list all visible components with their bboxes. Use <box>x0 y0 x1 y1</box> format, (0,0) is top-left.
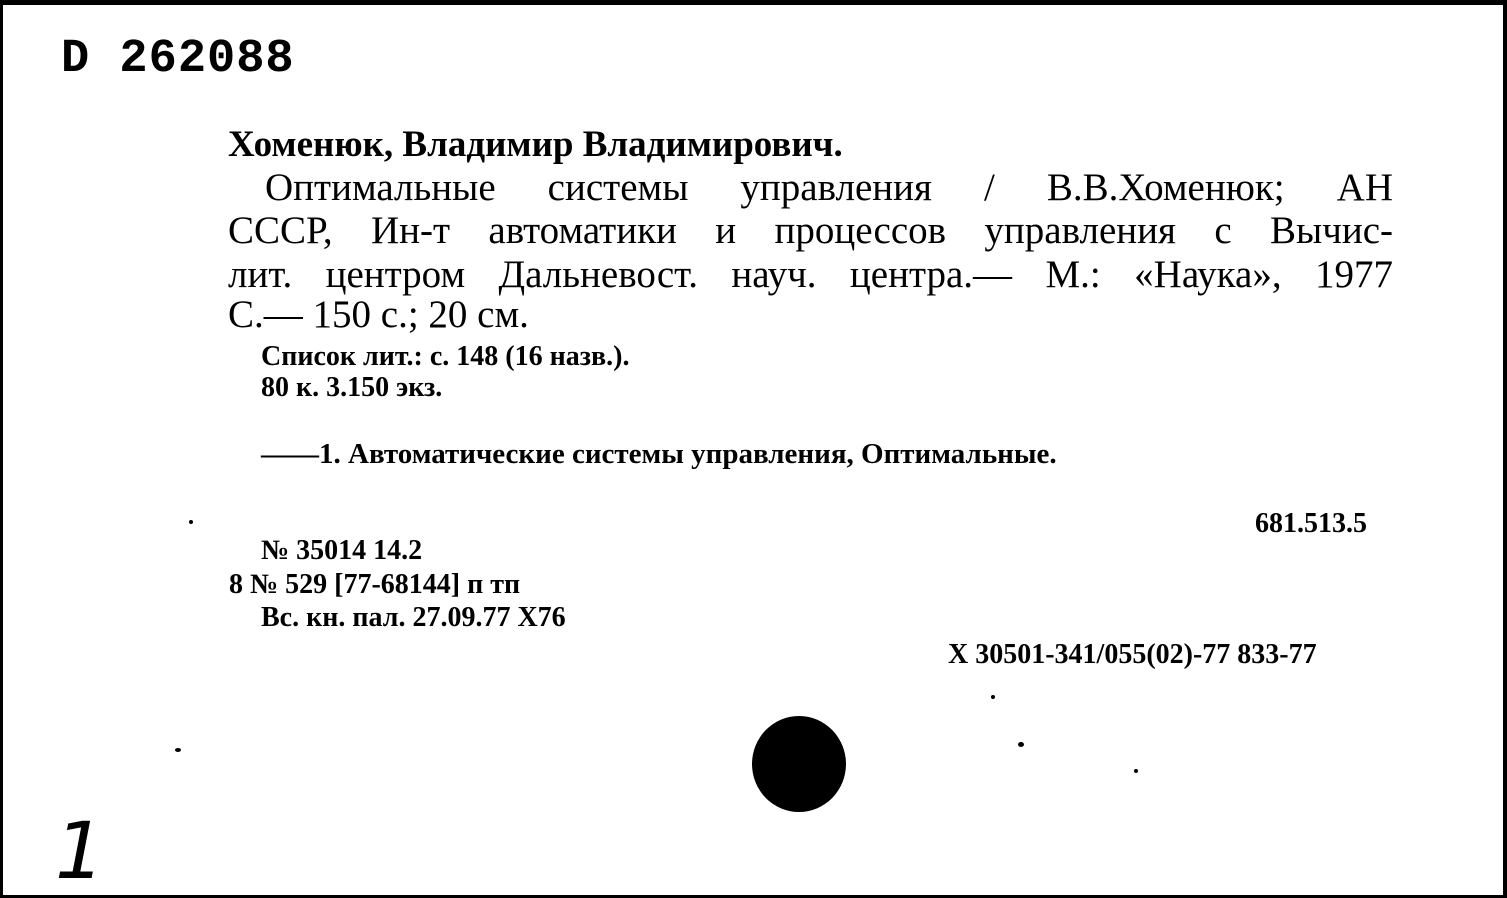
bibliography-note: Список лит.: с. 148 (16 назв.). <box>261 341 630 372</box>
dust-speck <box>175 748 181 752</box>
registry-line-2: 8 № 529 [77-68144] п тп <box>229 569 521 600</box>
handwritten-number: 1 <box>55 807 105 897</box>
dust-speck <box>1018 742 1024 747</box>
publisher-code: Х 30501-341/055(02)-77 833-77 <box>948 639 1317 670</box>
catalog-number: D 262088 <box>61 33 295 86</box>
description-line-4: С.— 150 с.; 20 см. <box>228 293 529 336</box>
author-heading: Хоменюк, Владимир Владимирович. <box>228 124 843 165</box>
dust-speck <box>991 695 995 699</box>
description-line-3: лит. центром Дальневост. науч. центра.— М.: «Наука», 1977 <box>228 253 1393 296</box>
dust-speck <box>189 520 193 524</box>
description-line-2: СССР, Ин-т автоматики и процессов управления с Вычис- <box>228 209 1393 252</box>
registry-line-1: № 35014 14.2 <box>261 535 423 566</box>
description-line-1: Оптимальные системы управления / В.В.Хоменюк; АН <box>265 166 1393 209</box>
subject-heading: ——1. Автоматические системы управления, Оптимальные. <box>261 438 1057 470</box>
registry-line-3: Вс. кн. пал. 27.09.77 Х76 <box>261 602 566 633</box>
dust-speck <box>1134 769 1138 773</box>
price-copies: 80 к. 3.150 экз. <box>261 372 443 403</box>
punch-hole <box>752 716 846 812</box>
udc-code: 681.513.5 <box>1255 508 1367 539</box>
